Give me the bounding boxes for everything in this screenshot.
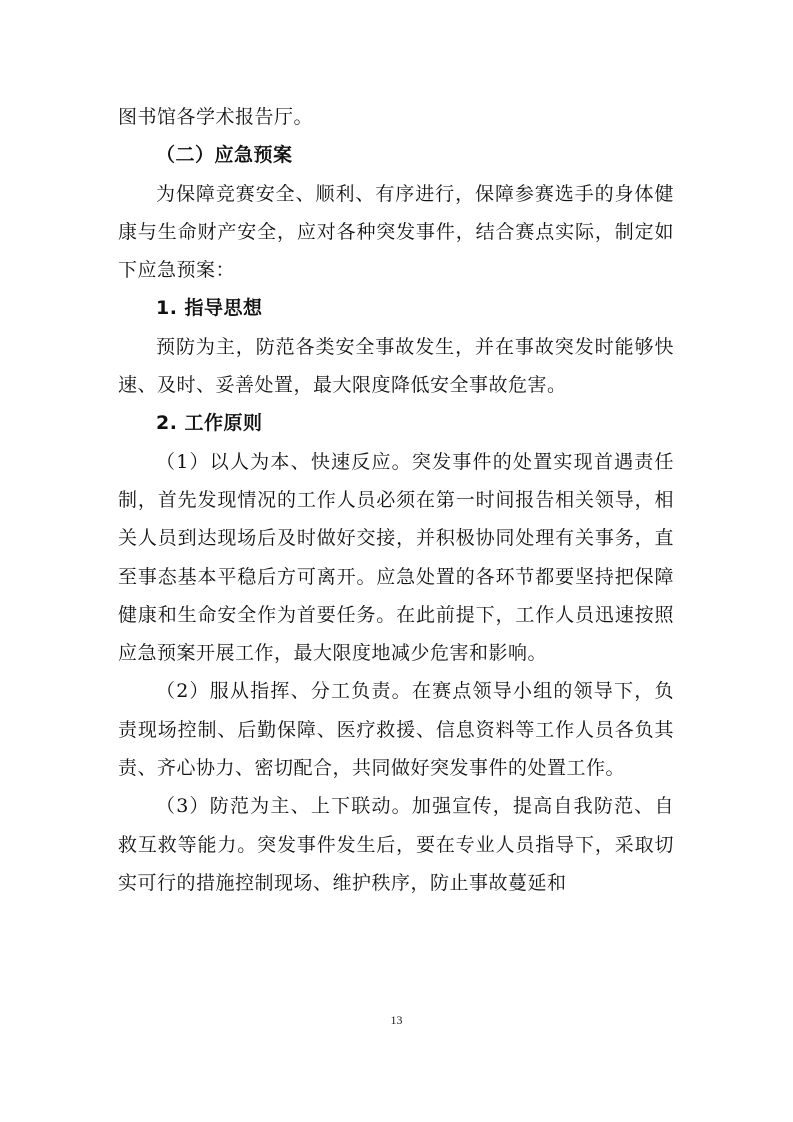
page-number: 13 — [390, 1013, 403, 1027]
principle-1-paragraph: （1）以人为本、快速反应。突发事件的处置实现首遇责任制，首先发现情况的工作人员必须在第一时间报告相关领导，相关人员到达现场后及时做好交接，并积极协同处理有关事务，直至事态基本平稳后方可离开。应急处置的各环节都要坚持把保障健康和生命安全作为首要任务。在此前提下，工作人员迅速按照应急预案开展工作，最大限度地减少危害和影响。 — [118, 450, 674, 665]
continuation-paragraph: 图书馆各学术报告厅。 — [118, 106, 314, 128]
principle-2-paragraph: （2）服从指挥、分工负责。在赛点领导小组的领导下，负责现场控制、后勤保障、医疗救援、信息资料等工作人员各负其责、齐心协力、密切配合，共同做好突发事件的处置工作。 — [118, 680, 674, 780]
section-heading: （二）应急预案 — [156, 144, 293, 167]
heading-work-principles: 2. 工作原则 — [156, 412, 263, 435]
document-body — [118, 98, 674, 902]
principle-3-paragraph: （3）防范为主、上下联动。加强宣传，提高自我防范、自救互救等能力。突发事件发生后，要在专业人员指导下，采取切实可行的措施控制现场、维护秩序，防止事故蔓延和 — [118, 795, 674, 894]
guiding-thought-paragraph: 预防为主，防范各类安全事故发生，并在事故突发时能够快速、及时、妥善处置，最大限度降低安全事故危害。 — [118, 335, 674, 397]
intro-paragraph: 为保障竞赛安全、顺利、有序进行，保障参赛选手的身体健康与生命财产安全，应对各种突发事件，结合赛点实际，制定如下应急预案： — [118, 182, 674, 282]
heading-guiding-thought: 1. 指导思想 — [156, 297, 263, 320]
